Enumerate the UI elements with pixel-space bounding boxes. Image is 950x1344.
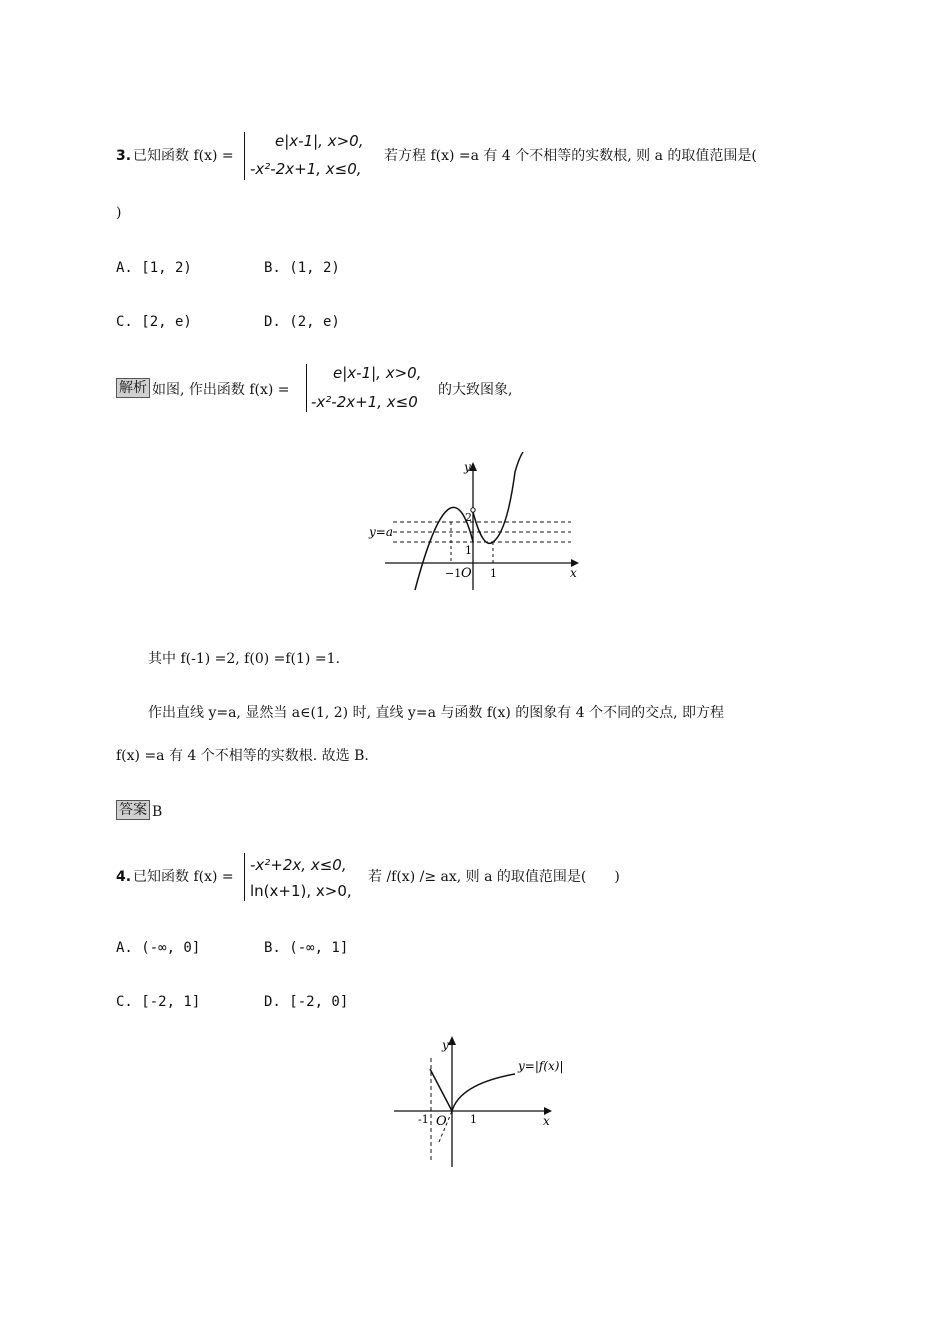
question-stem-suffix: 若 /f(x) /≥ ax, 则 a 的取值范围是( )	[368, 869, 620, 885]
answer-tag	[116, 800, 150, 820]
curve-label: y=|f(x)|	[518, 1059, 564, 1073]
option-a: A. (-∞, 0]	[116, 940, 201, 956]
piecewise-case-2: -x²-2x+1, x≤0,	[250, 160, 362, 178]
origin-label: O	[461, 566, 472, 581]
piecewise-case-1: -x²+2x, x≤0,	[250, 856, 347, 874]
question-stem-suffix: 若方程 f(x) =a 有 4 个不相等的实数根, 则 a 的取值范围是(	[384, 148, 757, 164]
tick-neg1: −1	[445, 567, 462, 580]
piecewise-case-1: e|x-1|, x>0,	[275, 132, 364, 150]
left-branch	[430, 1069, 452, 1111]
x-axis-label: x	[543, 1114, 550, 1128]
piecewise-brace	[244, 132, 245, 180]
function-graph-q4	[390, 1032, 565, 1172]
tick-x1: 1	[470, 1113, 477, 1126]
option-c: C. [-2, 1]	[116, 994, 201, 1010]
piecewise-case-2: ln(x+1), x>0,	[250, 882, 352, 900]
question-number: 4.	[116, 869, 132, 885]
tick-x1: 1	[490, 567, 497, 580]
analysis-prefix: 如图, 作出函数 f(x) =	[152, 382, 290, 398]
question-number: 3.	[116, 148, 132, 164]
analysis-note: 其中 f(-1) =2, f(0) =f(1) =1.	[148, 651, 340, 667]
y-axis-arrow	[448, 1036, 456, 1045]
origin-label: O	[436, 1114, 447, 1129]
option-b: B. (-∞, 1]	[264, 940, 349, 956]
analysis-explain-2: f(x) =a 有 4 个不相等的实数根. 故选 B.	[116, 748, 369, 764]
tick-1: 1	[465, 544, 472, 557]
tick-neg1: -1	[418, 1113, 429, 1126]
tick-2: 2	[465, 511, 472, 524]
exponential-branch	[473, 452, 523, 543]
analysis-tag	[116, 378, 150, 398]
x-axis-label: x	[570, 566, 577, 580]
answer-label: 答案	[116, 800, 150, 820]
question-stem-prefix: 已知函数 f(x) =	[133, 148, 234, 164]
analysis-label: 解析	[116, 378, 150, 398]
analysis-suffix: 的大致图象,	[438, 382, 513, 398]
option-c: C. [2, e)	[116, 314, 192, 330]
y-axis-label: y	[464, 460, 471, 474]
answer-value: B	[152, 804, 163, 820]
option-d: D. (2, e)	[264, 314, 340, 330]
option-a: A. [1, 2)	[116, 260, 192, 276]
option-b: B. (1, 2)	[264, 260, 340, 276]
y-axis-label: y	[442, 1038, 449, 1052]
piecewise-brace	[244, 853, 245, 901]
question-stem-prefix: 已知函数 f(x) =	[133, 869, 234, 885]
analysis-explain-1: 作出直线 y=a, 显然当 a∈(1, 2) 时, 直线 y=a 与函数 f(x) 的图象有 4 个不同的交点, 即方程	[148, 705, 724, 721]
function-graph-q3	[365, 452, 590, 592]
option-d: D. [-2, 0]	[264, 994, 349, 1010]
question-stem-close: )	[116, 205, 122, 221]
analysis-piecewise-brace	[306, 364, 307, 412]
analysis-case-2: -x²-2x+1, x≤0	[311, 393, 418, 411]
line-label: y=a	[369, 525, 393, 539]
analysis-case-1: e|x-1|, x>0,	[333, 364, 422, 382]
right-branch	[452, 1074, 515, 1111]
